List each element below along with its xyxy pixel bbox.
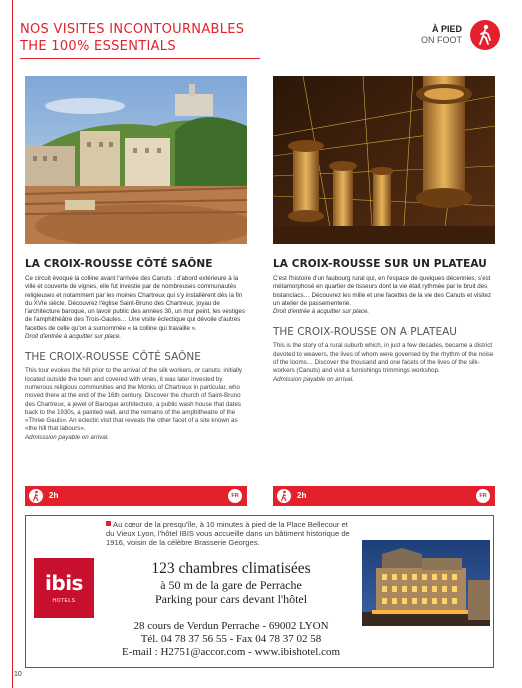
mode-label-fr: À PIED xyxy=(431,24,462,34)
ad-email: E-mail : H2751@accor.com - www.ibishotel.com xyxy=(121,646,341,658)
tour-plateau-body-fr: C'est l'histoire d'un faubourg rural qui, en l'espace de quelques décennies, s'est métamorphosé en quartier de tisseurs dont la vie était rythmée par le bruit des bistanclacs… Découvrez les mille et une facettes de la vie des Canuts et visitez un atelier de passementerie. xyxy=(273,275,492,307)
language-badge: FR xyxy=(228,489,242,503)
page-number: 10 xyxy=(14,671,22,678)
ibis-hotel-ad xyxy=(25,515,494,668)
walking-person-icon xyxy=(470,20,500,50)
header-divider xyxy=(20,58,260,59)
section-title: NOS VISITES INCONTOURNABLES xyxy=(20,22,245,37)
tour-plateau-info-bar xyxy=(273,486,495,506)
tour-saone-body-fr: Ce circuit évoque la colline avant l'arrivée des Canuts : d'abord extérieure à la ville et couverte de vignes, elle fut investie par de nombreuses communautés religieuses et notamment par les moines Chartreux qui s'y installèrent dès la fin du XVIe siècle. Découvrez l'église Saint-Bruno des Chartreux, joyau de l'architecture baroque, un lavoir public des années 30, un mur peint, les vestiges de l'amphithéâtre des Trois-Gaules… Une visite éclectique qui dévoile d'autres facettes de celle qu'on a surnommée « la colline qui travaille ». xyxy=(25,275,245,332)
tour-saone-column xyxy=(25,258,247,442)
tour-plateau-body-en: This is the story of a rural suburb which, in just a few decades, became a district devoted to weavers, the lives of whom were governed by the rhythm of the noise of the looms… Discover the thousand and one facets of the lives of the silk-workers (Canuts) and visit a furnishings trimmings workshop. xyxy=(273,342,494,375)
tour-saone-note-fr: Droit d'entrée à acquitter sur place. xyxy=(25,333,122,341)
ibis-logo xyxy=(34,558,94,618)
tour-saone-info-bar xyxy=(25,486,247,506)
ibis-logo-text: ibis xyxy=(45,571,83,595)
ibis-logo-sub: HOTELS xyxy=(52,598,76,604)
tour-saone-body-en: This tour evokes the hill prior to the arrival of the silk workers, or canuts: initially located outside the town and covered with vines, it was later invested by numerous religious communities and the Monks of Chartreux in particular, who moved there at the end of the 16th century. Discover the church of Saint-Bruno des Chartreux, a jewel of Baroque architecture, a public wash house that dates back to the 1930s, a painted wall, and the remains of the amphitheatre of the «Three Gauls». An eclectic visit that reveals the other facet of a site known as «the hill that labours». xyxy=(25,367,242,433)
tour-plateau-title-fr: LA CROIX-ROUSSE SUR UN PLATEAU xyxy=(273,258,487,270)
duration-label: 2h xyxy=(297,491,307,500)
language-badge: FR xyxy=(476,489,490,503)
ad-rooms: 123 chambres climatisées xyxy=(151,560,311,577)
section-subtitle: THE 100% ESSENTIALS xyxy=(20,39,176,54)
walking-person-icon xyxy=(277,489,291,503)
ad-address: 28 cours de Verdun Perrache - 69002 LYON xyxy=(133,620,329,632)
hotel-night-photo xyxy=(362,540,490,626)
tour-plateau-title-en: THE CROIX-ROUSSE ON A PLATEAU xyxy=(273,326,457,339)
ad-station: à 50 m de la gare de Perrache xyxy=(160,578,302,592)
ad-highlights xyxy=(96,560,366,606)
walking-person-icon xyxy=(29,489,43,503)
ad-contact xyxy=(96,620,366,659)
amphitheatre-photo xyxy=(25,76,247,244)
bullet-square-icon xyxy=(106,521,111,526)
loom-bobbins-photo xyxy=(273,76,495,244)
tour-saone-note-en: Admisssion payable on arrival. xyxy=(25,433,109,441)
duration-label: 2h xyxy=(49,491,59,500)
tour-plateau-note-en: Admission payable on arrival. xyxy=(273,375,354,383)
ad-parking: Parking pour cars devant l'hôtel xyxy=(154,592,308,606)
tour-plateau-column xyxy=(273,258,495,384)
ad-intro xyxy=(106,520,356,548)
mode-label xyxy=(421,24,462,46)
tour-plateau-note-fr: Droit d'entrée à acquitter sur place. xyxy=(273,308,370,316)
mode-label-en: ON FOOT xyxy=(421,35,462,45)
tour-saone-title-en: THE CROIX-ROUSSE CÔTÉ SAÔNE xyxy=(25,351,201,364)
tour-saone-title-fr: LA CROIX-ROUSSE CÔTÉ SAÔNE xyxy=(25,258,213,270)
margin-rule xyxy=(12,0,13,688)
ad-intro-text: Au cœur de la presqu'île, à 10 minutes à pied de la Place Bellecour et du Vieux Lyon, l'hôtel IBIS vous accueille dans un bâtiment historique de 1916, voisin de la célèbre Brasserie Georges. xyxy=(106,520,350,548)
ad-phone: Tél. 04 78 37 56 55 - Fax 04 78 37 02 58 xyxy=(140,633,322,645)
